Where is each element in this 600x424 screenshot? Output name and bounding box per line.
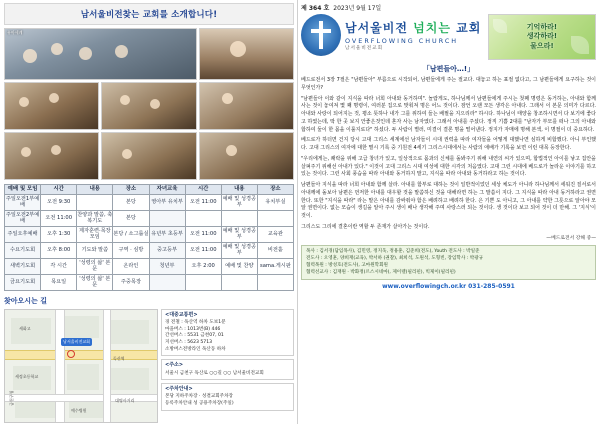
sermon-paragraph: 베드로전서 3장 7절은 "남편들아" 부름으로 시작되어, 남편들에게 주는 절교다. 대놓고 하는 표절 없다고, 그 남편들에게 요구하는 것이 무엇인가? (301, 77, 596, 91)
photo-caption: 유아세례 (7, 30, 23, 35)
photo-grid (4, 28, 294, 180)
table-row (5, 258, 294, 274)
cell: 찬양과 말씀, 축복기도 (77, 211, 113, 225)
th-time-1: 시간 (41, 185, 77, 195)
th-place-2: 장소 (257, 185, 293, 195)
verse-banner-text: 기억하라! 생각하라! 물으라! (526, 22, 558, 50)
cell: 주일오전2부예배 (5, 211, 40, 225)
cell: 본당 (113, 210, 149, 226)
sermon-paragraph: 남편들아 지식을 따라 너희 아내와 함께 살라. 아내를 함부로 대하는 것이 일반적이었던 세상 체도가 아니라 하나님께서 세워진 질서로서 아내께에 돌보아 남편은 먼저한 아내를 대우할 것을 말씀하신 것을 대해라면 하는 그 말씀이 지다. 그 지식을 따라 아내 동거하라고 권면한다. 또한 "지식을 따라" 라는 말은 아내를 감싸줘야 함은 배려하고 배려하 한다. 은 기쁜 도 아니고, 그 아내를 약한 그릇으로 알아야 모 알 권면이다. 없는 모습이 생길을 알아 주시 생이 배나 생각해 주며 사랑스러 되는 것이다. 생 것이다 보고 되어 것이 더 만해. 그 '지식'이 것이. (301, 182, 596, 219)
transit-info-box (161, 309, 294, 357)
sermon-body (301, 77, 596, 242)
th-meeting: 예배 및 모임 (5, 185, 41, 195)
th-content-2: 내용 (221, 185, 257, 195)
photo-small-group-1 (4, 132, 99, 180)
transit-line: 지선버스 : 5623 5713 (165, 339, 213, 345)
issue-number: 제 364 호 (301, 5, 330, 12)
cell: 주일오후예배 (5, 226, 41, 242)
directions-info (161, 309, 294, 423)
cell (221, 274, 257, 290)
issue-line (301, 3, 596, 12)
location-map[interactable] (4, 309, 158, 423)
cell: 새벽기도회 (5, 258, 41, 274)
transit-title: <대중교통편> (165, 311, 198, 318)
cell (185, 274, 221, 290)
cell (77, 194, 113, 210)
parking-info-box (161, 383, 294, 411)
sermon-paragraph: "남편들아 이와 같이 지식을 따라 너희 아내와 동거하며". 놀랍게도, 하나님께서 남편들에게 주시는 첫째 명령은 동거하는, 아내와 함께 사는 것이 놓여져 몇 째 명령이, 여러분 집으로 맞춰져 명은 어느 것이다. 잠언 오랜 모든 생각은 아내다. 그래서 이 본문 의미가 다르다. 아내와 사랑이 되어지는 것, 평소 뜻하나 내가 그를 위하여 들는 배필을 지으리라" 하시다. 하나님이 태양을 창조하시면서 다 보기에 좋다고 하였는데, 딱 한 곳 보지 안좋은것인데 혼자 사는 남자였다. 그래서 아내를 주셨다. 정직 기쁨 2대를 "남자가 부모를 떠나 그의 아내와 합하여 둘이 한 몸을 이룰지로다" 하셨다. 두 사람이 별러, 미결이 결론 명을 떨어낸다. 정지가 자매에 명해 본색, 이 명절이 더 중요하다. (301, 95, 596, 133)
cell (257, 210, 293, 226)
map-label-hospital: 예수병원 (71, 407, 87, 413)
table-row (5, 242, 294, 258)
cell: '성령의 삶' 본문 (77, 258, 113, 274)
church-name-block (345, 19, 481, 51)
cell: 본당 (113, 194, 149, 210)
table-row (5, 194, 294, 210)
cell: 영아부 유치부 (149, 194, 185, 210)
photo-small-group-2 (101, 132, 196, 180)
parking-line: 본당 지하주차장 · 성결교회주차장 (165, 394, 233, 400)
transit-line: 소방버스전방라인 독산동 하차 (165, 346, 226, 352)
cell: 제자훈련·목장모임 (77, 226, 113, 242)
map-label-crossroad: 대명사거리 (115, 397, 135, 403)
map-label-office: 금천구청 (9, 390, 14, 406)
sermon-signature: —베드로전서 강해 중— (546, 235, 596, 241)
cell: 오전 11:00 (41, 210, 77, 226)
cell: 기도와 말씀 (77, 242, 113, 258)
church-logo-block (301, 14, 484, 56)
address-title: <주소> (165, 362, 184, 369)
transit-line: 경 전철 : 독산역 하차 도보1분 (165, 320, 226, 325)
right-page (297, 0, 600, 424)
cell: 온라인 (113, 258, 149, 274)
cell (149, 274, 185, 290)
cell: 오전 11:00 (185, 194, 221, 210)
cell (185, 210, 221, 226)
th-children: 자녀교육 (149, 185, 185, 195)
directions-title: 찾아오시는 길 (4, 296, 48, 305)
church-name-sub: 남서울비전교회 (345, 46, 384, 51)
sermon-paragraph: 그리스도 그리에 결혼이란 역할 두 존재가 살아가는 것이다. (301, 223, 430, 230)
staff-line: 목사 : 김서경(담임목사), 김민영, 정지욱, 정용훈, 김준희(전도), Youth 전도사 : 박일준 (306, 248, 480, 254)
th-time-2: 시간 (185, 185, 221, 195)
cell: 금요기도회 (5, 274, 41, 290)
cell: sama.게시판 (257, 258, 293, 274)
photo-family-baptism (4, 28, 197, 80)
map-label-school: 세정초등학교 (15, 373, 39, 379)
th-place-1: 장소 (113, 185, 149, 195)
cell: 예배 및 찬양 (221, 258, 257, 274)
cell: 예배 및 성경공부 (222, 243, 256, 257)
map-pin-church: 남서울비전교회 (63, 338, 91, 344)
staff-list (301, 245, 596, 281)
cell: 목요일 (41, 274, 77, 290)
cell: 유년부 초등부 (149, 226, 185, 242)
directions-section (4, 309, 294, 423)
cell: 오후 2:00 (185, 258, 221, 274)
sermon-paragraph: "우리에게는, 쾌락을 위해 고급 창녀가 있고, 일상적으로 몸과의 신체를 돌봐주기 위해 내연의 씨가 있으며, 합법적인 아이를 낳고 집안을 살펴주기 위해선 아내가 있다." 이것이 고대 그리스 시대 여성에 대한 시각의 처음였다. 고대 그런 시대에 베드로가 놀라운 이야기를 하고 있는 것이다. 그런 사회 풍습을 따라 아내와 동거하지 말고, 지식을 따라 아내와 동거하라고 하는 것이다. (301, 155, 596, 178)
cell: 청년부 (149, 258, 185, 274)
cell: 비전홀 (257, 242, 293, 258)
cell: 오후 1:30 (41, 226, 77, 242)
masthead (301, 14, 596, 60)
cell: 수요기도회 (5, 242, 41, 258)
table-row (5, 210, 294, 226)
sermon-paragraph: 베드로가 하더면 건지 당시 고대 그리스 세계에선 남자들이 시대 권력을 따라 여자들을 어떻게 대했나면 심하게 비합했다. 아니 부인했다. 고대 그리스의 여자에 대한 멸시 기록 중 기원전 4세기 그리스시대에서는 사람의 애배가 기록을 보면 이런 대목 등장한다. (301, 137, 596, 151)
issue-date: 2023년 9월 17일 (333, 5, 382, 12)
photo-worship-woman (199, 28, 294, 80)
table-row (5, 274, 294, 290)
cell: 예배 및 성경공부 (222, 227, 256, 241)
schedule-table (4, 184, 294, 291)
table-row (5, 226, 294, 242)
map-label-station: 독산역 (113, 355, 125, 361)
cell: 구역 · 심방 (113, 242, 149, 258)
cross-icon (301, 14, 341, 56)
address-line: 서울시 금천구 독산로 ○○길 ○○ 남서울비전교회 (165, 370, 264, 376)
cell: 주중목장 (113, 274, 149, 290)
cell: '성령의 삶' 본문 (77, 274, 113, 290)
parking-title: <주차안내> (165, 386, 193, 393)
cell: 오후 8:00 (41, 242, 77, 258)
footer-contact[interactable]: www.overflowingch.or.kr 031-285-0591 (382, 283, 515, 291)
staff-line: 전도사 : 오영훈, 양희재(교육), 박서하 (권찰), 최희석, 도원석, 도형빈, 장임학사 : 박광규 (306, 255, 484, 261)
cell: 오전 11:00 (185, 242, 221, 258)
th-content-1: 내용 (77, 185, 113, 195)
parking-line: 등록주차안내 성 공용주차장(주일) (165, 401, 234, 407)
photo-fellowship-table-3 (199, 82, 294, 130)
church-name-ko: 남서울비전 넘치는 교회 (345, 21, 482, 35)
cell: 주일오전1부예배 (5, 195, 40, 209)
cell: 중고등부 (149, 242, 185, 258)
verse-banner-image (488, 14, 596, 60)
address-info-box (161, 359, 294, 380)
cell: 예배 및 성경공부 (222, 195, 256, 209)
map-label-highschool: 세화고 (19, 325, 31, 331)
photo-fellowship-table-1 (4, 82, 99, 130)
cell: 교육관 (257, 226, 293, 242)
transit-line: 간선버스 : 5531 금천07, 01 (165, 333, 224, 339)
staff-line: 협력선교사 : 김재원 · 박화정(르스시네마), 제이렐(필리핀), 빅제이(필리핀) (306, 269, 456, 275)
cell (221, 210, 257, 226)
church-name-en: OVERFLOWING CHURCH (345, 37, 459, 45)
cell: 오전 11:00 (185, 226, 221, 242)
staff-line: 협력목원 : 방성호(전도사), 고마원학회원 (306, 262, 388, 268)
cell (149, 210, 185, 226)
photo-small-group-3 (199, 132, 294, 180)
sermon-title: 「남편들아…!」 (422, 65, 475, 73)
table-header-row (5, 185, 294, 195)
cell (257, 274, 293, 290)
left-banner: 남서울비전찾는 교회를 소개합니다! (4, 3, 294, 25)
cell: 각 시간 (41, 258, 77, 274)
cell: 본당 / 소그룹실 (113, 226, 149, 242)
transit-line: 마을버스 : 1013번(B) 446 (165, 326, 221, 332)
cell: 오전 9:30 (41, 194, 77, 210)
left-page (0, 0, 297, 424)
photo-fellowship-table-2 (101, 82, 196, 130)
cell: 유치부실 (257, 194, 293, 210)
